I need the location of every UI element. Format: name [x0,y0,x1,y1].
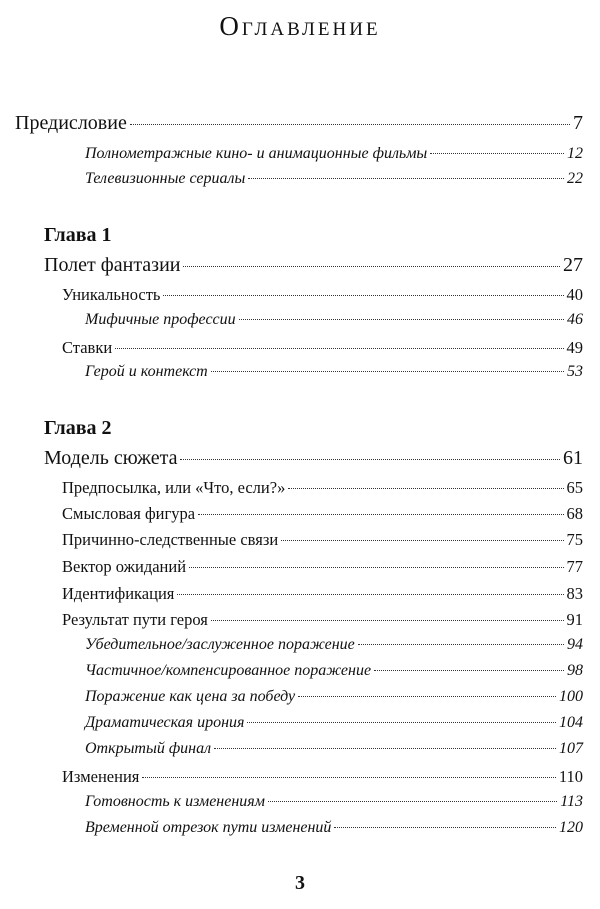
dot-leader [130,124,570,125]
toc-entry-page: 40 [566,285,583,304]
dot-leader [211,371,564,372]
toc-entry[interactable] [62,557,583,577]
toc-entry-label: Готовность к изменениям [85,793,265,810]
toc-entry-label: Результат пути героя [62,610,208,629]
toc-entry-page: 94 [567,636,583,653]
toc-entry[interactable] [62,338,583,358]
toc-entry-page: 46 [567,311,583,328]
dot-leader [239,319,564,320]
chapter-2-heading: Глава 2 [44,417,112,439]
toc-entry-label: Предисловие [15,112,127,134]
dot-leader [248,178,564,179]
dot-leader [247,722,556,723]
dot-leader [177,594,563,595]
dot-leader [374,670,564,671]
toc-entry[interactable] [62,504,583,524]
dot-leader [430,153,564,154]
toc-entry[interactable] [85,311,583,329]
toc-entry[interactable] [85,170,583,188]
dot-leader [163,295,563,296]
toc-entry-label: Открытый финал [85,740,212,757]
toc-entry-page: 49 [566,338,583,357]
dot-leader [189,567,563,568]
toc-entry-label: Вектор ожиданий [62,557,187,576]
toc-entry-label: Модель сюжета [44,447,178,469]
toc-entry-label: Герой и контекст [85,363,208,380]
dot-leader [142,777,555,778]
toc-entry[interactable] [62,584,583,604]
toc-entry-page: 68 [566,504,583,523]
toc-entry-label: Идентификация [62,584,175,603]
toc-entry-page: 22 [567,170,583,187]
toc-entry[interactable] [85,819,583,837]
toc-entry-label: Мифичные профессии [85,311,236,328]
dot-leader [358,644,564,645]
toc-entry-label: Изменения [62,767,140,786]
dot-leader [298,696,556,697]
toc-entry-page: 113 [560,793,583,810]
toc-entry[interactable] [62,530,583,550]
toc-entry-label: Частичное/компенсированное поражение [85,662,372,679]
toc-entry-label: Поражение как цена за победу [85,688,296,705]
toc-entry-label: Полет фантазии [44,254,181,276]
toc-entry-page: 75 [566,530,583,549]
chapter-1-heading: Глава 1 [44,224,112,246]
dot-leader [183,266,560,267]
toc-entry[interactable] [62,285,583,305]
toc-entry-page: 100 [559,688,583,705]
toc-entry-page: 77 [566,557,583,576]
dot-leader [115,348,563,349]
toc-entry-page: 107 [559,740,583,757]
toc-entry[interactable] [85,740,583,758]
toc-entry-label: Драматическая ирония [85,714,245,731]
toc-entry-page: 110 [558,767,583,786]
toc-entry-label: Телевизионные сериалы [85,170,246,187]
toc-entry-label: Полнометражные кино- и анимационные фильмы [85,145,428,162]
toc-entry-page: 65 [566,478,583,497]
dot-leader [214,748,556,749]
toc-entry-label: Ставки [62,338,113,357]
toc-entry[interactable] [85,145,583,163]
toc-entry-page: 7 [573,112,583,134]
toc-entry-label: Причинно-следственные связи [62,530,279,549]
toc-entry-label: Смысловая фигура [62,504,196,523]
toc-entry-page: 12 [567,145,583,162]
page-title: Оглавление [219,11,381,41]
toc-entry-label: Убедительное/заслуженное поражение [85,636,355,653]
toc-entry-page: 120 [559,819,583,836]
dot-leader [180,459,560,460]
dot-leader [334,827,556,828]
dot-leader [268,801,557,802]
toc-entry-chapter-2[interactable] [44,447,583,470]
dot-leader [211,620,564,621]
toc-entry[interactable] [62,610,583,630]
toc-entry-label: Уникальность [62,285,161,304]
toc-entry-page: 104 [559,714,583,731]
toc-entry[interactable] [62,478,583,498]
toc-entry[interactable] [85,636,583,654]
toc-entry-page: 27 [563,254,583,276]
toc-entry[interactable] [85,688,583,706]
dot-leader [281,540,563,541]
toc-entry-page: 61 [563,447,583,469]
toc-entry-page: 83 [566,584,583,603]
toc-entry-label: Временной отрезок пути изменений [85,819,332,836]
toc-entry-page: 53 [567,363,583,380]
toc-entry-label: Предпосылка, или «Что, если?» [62,478,286,497]
toc-entry[interactable] [85,662,583,680]
page-number: 3 [295,872,305,894]
toc-entry[interactable] [85,793,583,811]
toc-entry[interactable] [85,363,583,381]
dot-leader [198,514,563,515]
toc-entry[interactable] [85,714,583,732]
toc-entry-page: 91 [566,610,583,629]
toc-entry-chapter-1[interactable] [44,254,583,277]
toc-entry[interactable] [62,767,583,787]
toc-entry-page: 98 [567,662,583,679]
dot-leader [288,488,563,489]
toc-entry-preface[interactable] [15,112,583,135]
